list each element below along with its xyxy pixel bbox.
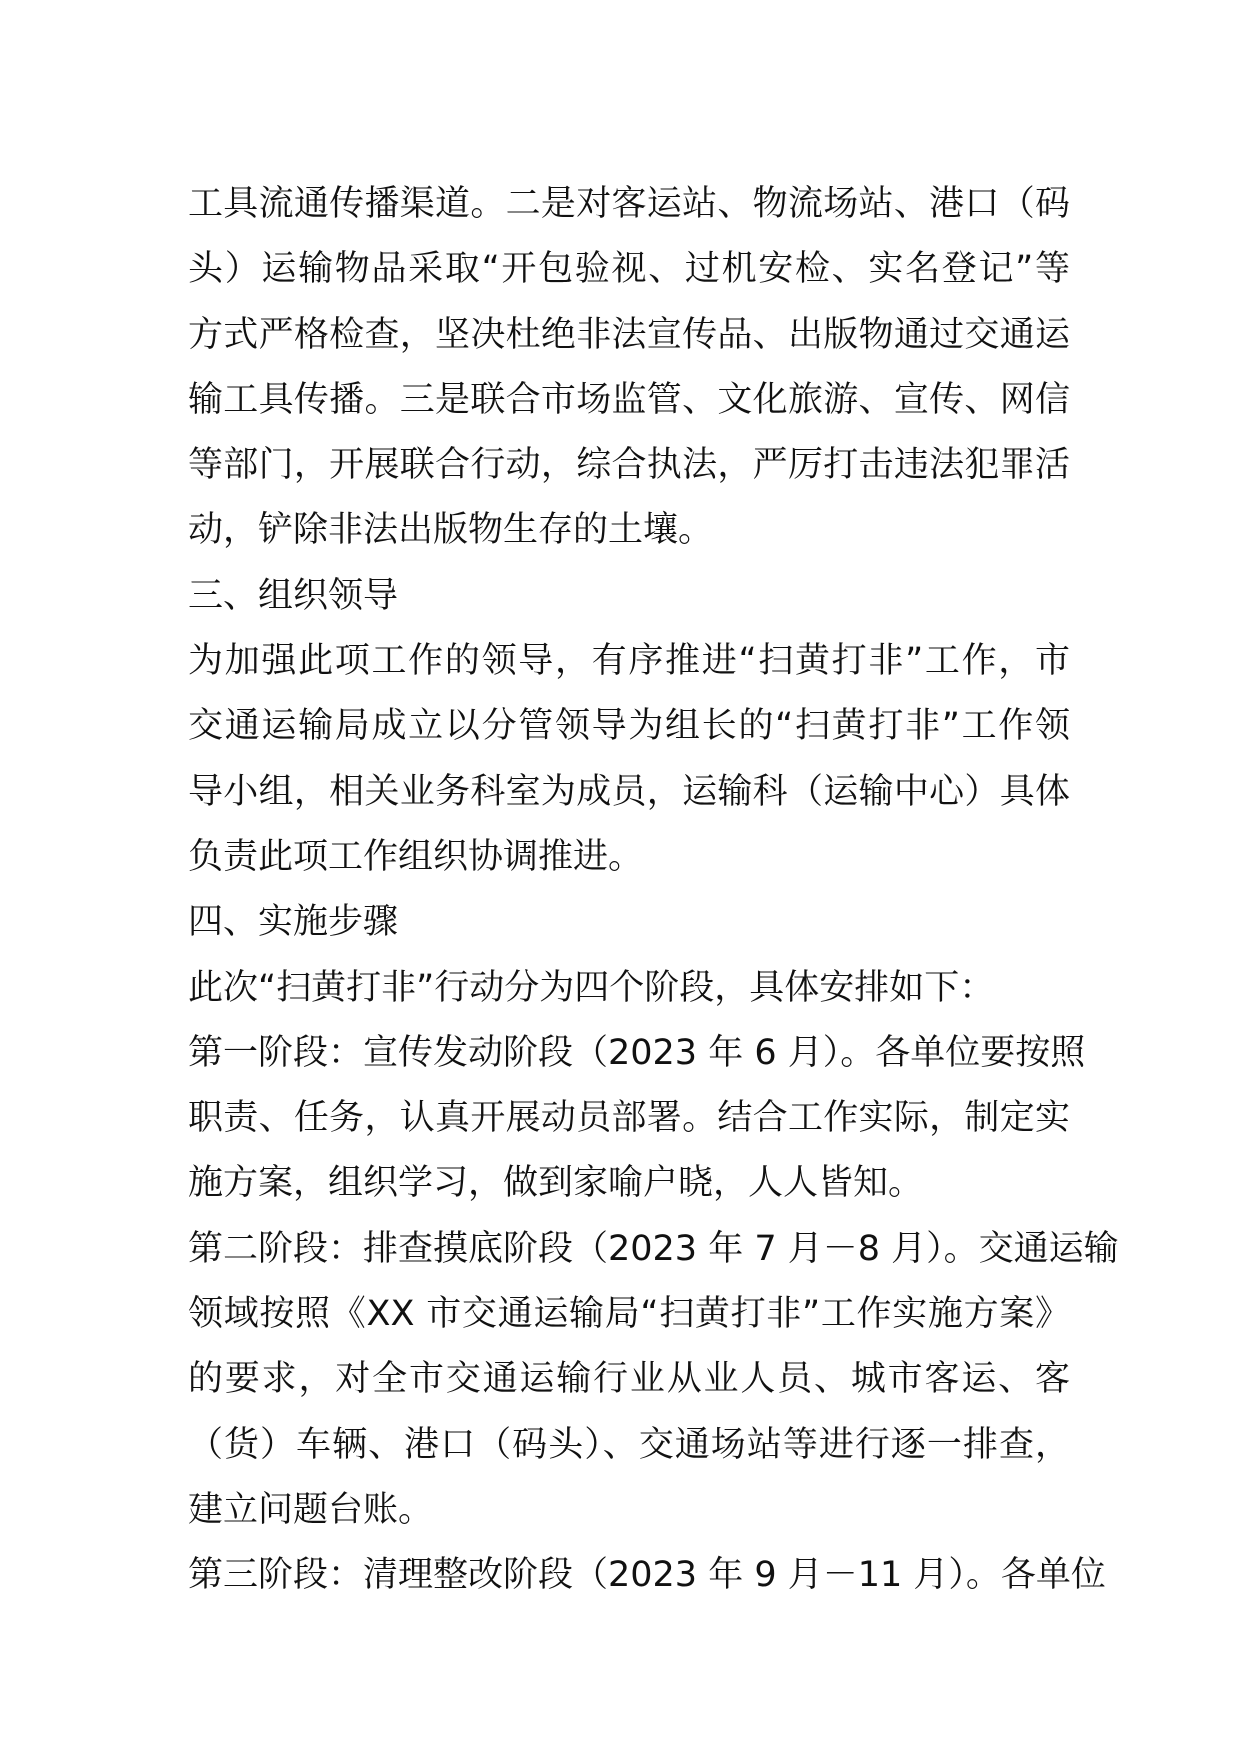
text-line-10: 导小组，相关业务科室为成员，运输科（运输中心）具体	[188, 771, 1070, 812]
text-line-11: 负责此项工作组织协调推进。	[188, 836, 644, 877]
section-heading-organization: 三、组织领导	[188, 575, 399, 616]
text-line-19: 的要求，对全市交通运输行业从业人员、城市客运、客	[188, 1359, 1070, 1400]
text-line-2: 头）运输物品采取“开包验视、过机安检、实名登记”等	[188, 249, 1070, 290]
text-line-16: 施方案，组织学习，做到家喻户晓，人人皆知。	[188, 1163, 924, 1204]
text-line-6: 动，铲除非法出版物生存的土壤。	[188, 510, 714, 551]
text-line-3: 方式严格检查，坚决杜绝非法宣传品、出版物通过交通运	[188, 314, 1070, 355]
text-line-1: 工具流通传播渠道。二是对客运站、物流场站、港口（码	[188, 184, 1070, 224]
text-line-4: 输工具传播。三是联合市场监管、文化旅游、宣传、网信	[188, 379, 1070, 420]
text-line-14: 第一阶段：宣传发动阶段（2023 年 6 月）。各单位要按照	[188, 1032, 1086, 1073]
section-heading-steps: 四、实施步骤	[188, 902, 399, 943]
text-line-18: 领域按照《XX 市交通运输局“扫黄打非”工作实施方案》	[188, 1294, 1070, 1335]
text-line-5: 等部门，开展联合行动，综合执法，严厉打击违法犯罪活	[188, 445, 1070, 486]
text-line-17: 第二阶段：排查摸底阶段（2023 年 7 月－8 月）。交通运输	[188, 1228, 1119, 1269]
text-line-9: 交通运输局成立以分管领导为组长的“扫黄打非”工作领	[188, 706, 1070, 747]
text-line-15: 职责、任务，认真开展动员部署。结合工作实际，制定实	[188, 1098, 1070, 1139]
text-line-22: 第三阶段：清理整改阶段（2023 年 9 月－11 月）。各单位	[188, 1555, 1106, 1596]
text-line-21: 建立问题台账。	[188, 1489, 434, 1530]
text-line-20: （货）车辆、港口（码头）、交通场站等进行逐一排查，	[188, 1424, 1070, 1465]
text-line-8: 为加强此项工作的领导，有序推进“扫黄打非”工作，市	[188, 641, 1070, 682]
text-line-13: 此次“扫黄打非”行动分为四个阶段，具体安排如下：	[188, 967, 995, 1008]
document-body	[188, 172, 1119, 1609]
